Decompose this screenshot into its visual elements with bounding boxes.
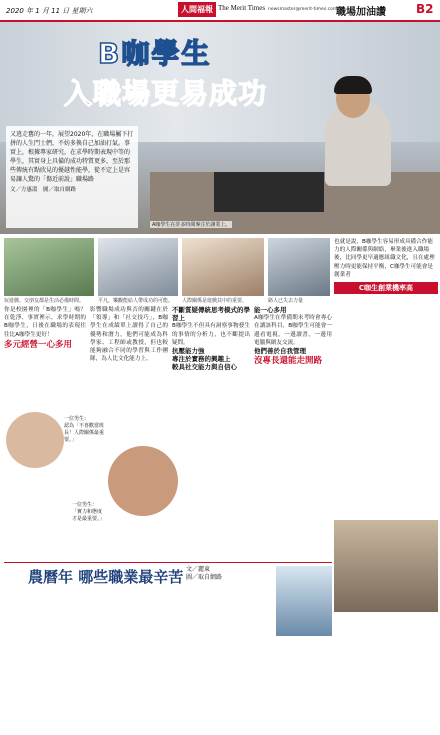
photo-bottom-right [276, 566, 332, 636]
caption-p1: 玩遊戲、交朋友都是生活必備時間。 [4, 298, 85, 304]
column-name: 職場加油讚 [336, 7, 386, 18]
right-column [334, 238, 438, 294]
right-column-text: 也就是說，B咖學生容易形成具備合作能力的人際關係與網絡，畢業後進入職場後，比同學更早適應組織文化，且在處理壓力時更能保持平衡，C咖學生可能會是創業者 [334, 239, 435, 278]
photo-crowd [268, 238, 330, 296]
newspaper-name-en: The Merit Times [218, 4, 266, 12]
bottom-headline: 農曆年 哪些職業最辛苦 [28, 568, 184, 586]
caption-p2: 平凡，樂觀能給人帶成功的可能。 [98, 298, 174, 304]
hero-caption: A咖學生在許多時間專注於讓業上。 [152, 222, 231, 228]
intro-text: 又逃走舊的一年，展望2020年，在職場屬下打拼的人生門士們，不妨多換自己加油打氣。事實上，根據專家研究，在求學時期表現中等的學生，其實身上具備的成功特質更多，至於那些傳統有點欣見的優越性能學，從不定上是容易讓人驚的「傷近前說」職場路 [10, 131, 134, 183]
col4-subhead-3: 沒專長還能走開路 [254, 356, 323, 367]
portrait-male-student [6, 412, 64, 468]
col3-subhead-1: 不斷質疑傳統思考模式的學習上 [172, 306, 250, 323]
photo-social [182, 238, 264, 296]
quote-a-label: 一位男生： [64, 416, 90, 422]
headline-line2: 入職場更易成功 [64, 77, 268, 110]
col3-subhead-4: 較具社交能力與自信心 [172, 363, 237, 372]
quote-a [64, 416, 108, 444]
portrait-male-student-2 [108, 446, 178, 516]
body-col1-text: 你是校園裡的「B咖學生」嗎？在乾淨、事實裡示，求學時期的B咖學生，日後在職場的表現往往比A咖學生更好！ [4, 307, 86, 338]
caption-p4: 路人已失去力量 [268, 298, 304, 304]
subhead-multitask: 多元經營一心多用 [4, 339, 73, 350]
col4-subhead-1: 能一心多用 [254, 306, 287, 314]
body-column-4 [254, 306, 332, 367]
page-number: B2 [416, 2, 434, 16]
col4-subhead-2: 他們善於自我管理 [254, 347, 306, 356]
byline: 文／方惠溫 圖／取自網路 [10, 187, 77, 193]
caption-p3: 人際關係是遊戲其中的重要。 [182, 298, 248, 304]
quote-a-text: 認為「不喜歡當班長！人際關係最重要。」 [64, 423, 105, 443]
quote-b-text: 「實力和態度才是最重要。」 [72, 509, 105, 522]
body-col2-text: 影響職場成功與否的關鍵在於「領導」和「社交技巧」，B咖學生在成績單上讀得了自己的優勢和潛力，他們可能成為科學家、工程師或教授，但也較能夠融合不同的學習與工作團隊，為人比文化能力上。 [90, 307, 168, 363]
body-column-3 [172, 306, 250, 372]
masthead [0, 0, 440, 22]
photo-group [98, 238, 178, 296]
contact-email: newsmaster@merit-times.com.tw [268, 7, 345, 12]
issue-date: 2020 年 1 月 11 日 星期六 [6, 7, 93, 15]
right-column-heading: C咖生創業機率高 [334, 282, 438, 294]
col4-text: A咖學生在準備期末考時會專心在讀該科目，B咖學生可能會一邊看電視，一邊讀書，一邊用電腦與網友交流。 [254, 315, 332, 346]
col3-subhead-3: 專注於實務的興趣上 [172, 355, 231, 364]
intro-box [6, 126, 138, 228]
hero-student-hair [334, 76, 372, 94]
body-column-1 [4, 306, 86, 351]
quote-b [72, 502, 106, 523]
quote-b-label: 一位男生： [72, 502, 98, 508]
photo-students-games [4, 238, 94, 296]
hero-computer [214, 172, 324, 212]
hero-photo [0, 22, 440, 234]
headline-line1: B咖學生 [98, 37, 212, 70]
col3-subhead-2: 抗壓能力強 [172, 347, 205, 356]
bottom-byline: 文／麗東 圖／取自網路 [186, 566, 223, 581]
newspaper-logo[interactable]: 人間福報 [178, 2, 216, 17]
col3-text-1: B咖學生不但具有洞察事物發生的事情的分析力，也不斷提出疑問。 [172, 323, 250, 346]
body-column-2 [90, 306, 168, 363]
photo-shop [334, 520, 438, 612]
section-divider [4, 562, 332, 563]
